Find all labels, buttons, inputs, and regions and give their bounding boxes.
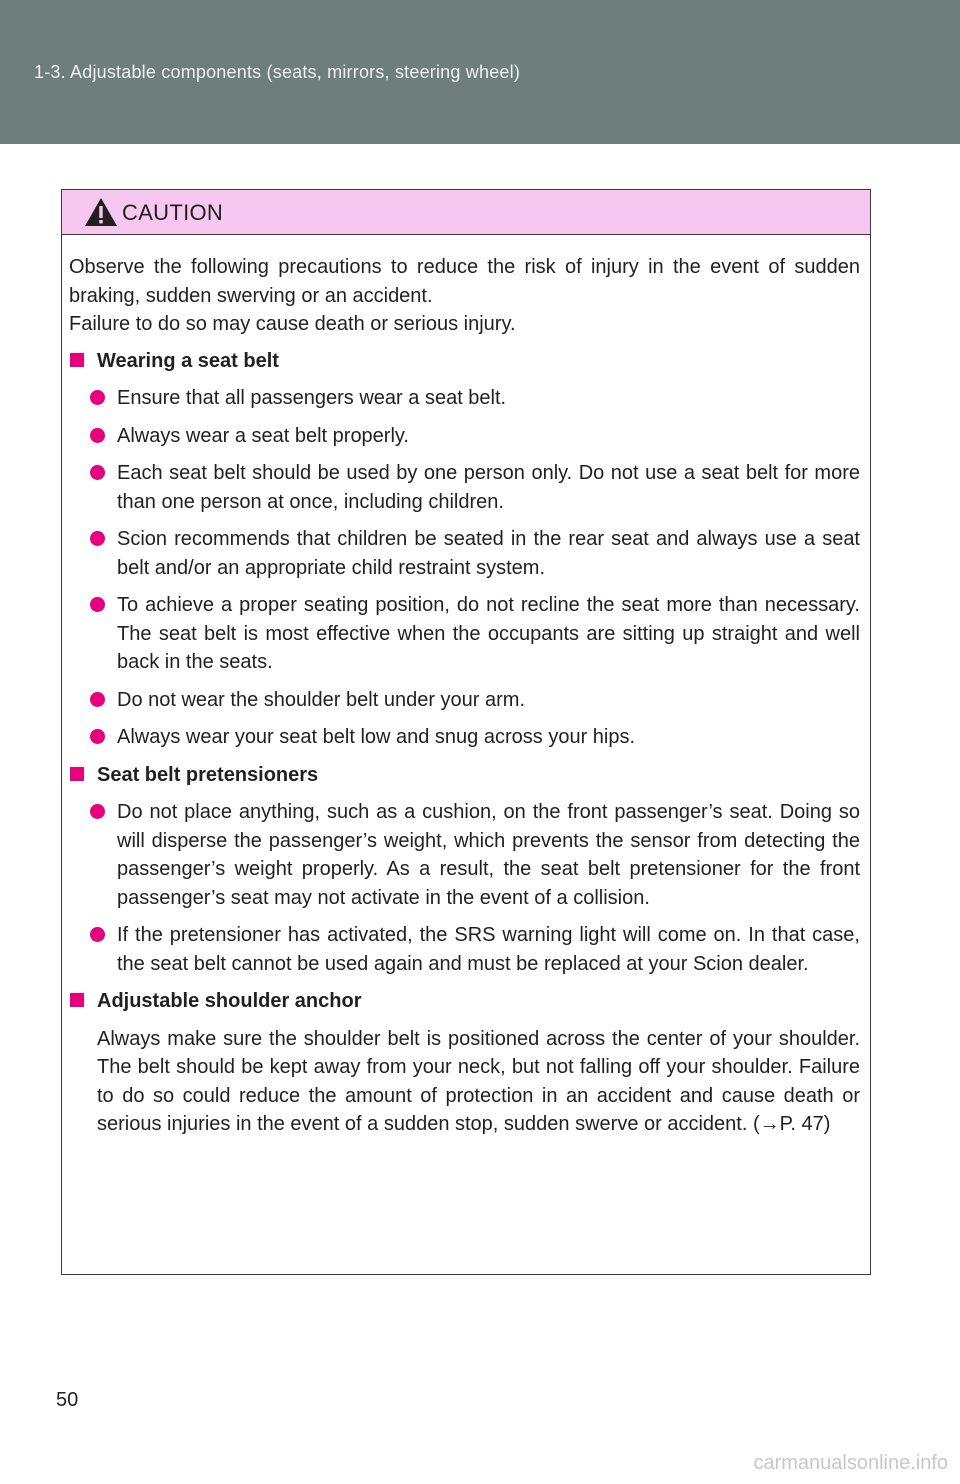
caution-label: CAUTION — [122, 200, 224, 225]
list-item — [69, 686, 860, 715]
circle-bullet-icon — [90, 927, 105, 942]
square-bullet-icon — [70, 767, 84, 781]
section-heading — [69, 761, 860, 790]
page-number: 50 — [56, 1389, 79, 1411]
circle-bullet-icon — [90, 531, 105, 546]
circle-bullet-icon — [90, 729, 105, 744]
list-item — [69, 921, 860, 978]
watermark: carmanualsonline.info — [753, 1452, 948, 1474]
intro-line: Observe the following precautions to reduce the risk of injury in the event of sudden braking, sudden swerving or an accident. — [69, 256, 860, 307]
circle-bullet-icon — [90, 390, 105, 405]
warning-triangle-icon — [84, 197, 118, 227]
list-item-text: Do not place anything, such as a cushion, on the front passenger’s seat. Doing so will disperse the passenger’s weight, which prevents the sensor from detecting the passenger’s weight properly. As a result, the seat belt pretensioner for the front passenger’s seat may not activate in the event of a collision. — [117, 801, 860, 909]
list-item-text: Always wear a seat belt properly. — [117, 424, 409, 447]
list-item-text: Always wear your seat belt low and snug across your hips. — [117, 726, 636, 748]
circle-bullet-icon — [90, 465, 105, 480]
list-item — [69, 525, 860, 582]
list-item — [69, 591, 860, 677]
caution-header — [62, 190, 870, 235]
list-item — [69, 384, 860, 413]
section-title: 1-3. Adjustable components (seats, mirrors, steering wheel) — [34, 62, 521, 82]
list-item — [69, 798, 860, 912]
section-heading — [69, 347, 860, 376]
circle-bullet-icon — [90, 597, 105, 612]
circle-bullet-icon — [90, 692, 105, 707]
section-heading-text: Wearing a seat belt — [97, 349, 279, 372]
section-heading-text: Adjustable shoulder anchor — [97, 990, 362, 1012]
section-heading — [69, 987, 860, 1016]
header-band — [0, 0, 960, 144]
list-item — [69, 459, 860, 516]
intro-line: Failure to do so may cause death or serious injury. — [69, 313, 516, 335]
square-bullet-icon — [70, 993, 84, 1007]
list-item-text: Scion recommends that children be seated in the rear seat and always use a seat belt and/or an appropriate child restraint system. — [117, 528, 860, 579]
list-item-text: To achieve a proper seating position, do not recline the seat more than necessary. The seat belt is most effective when the occupants are sitting up straight and well back in the seats. — [117, 594, 860, 673]
list-item-text: If the pretensioner has activated, the SRS warning light will come on. In that case, the seat belt cannot be used again and must be replaced at your Scion dealer. — [117, 924, 860, 975]
list-item — [69, 723, 860, 752]
circle-bullet-icon — [90, 804, 105, 819]
square-bullet-icon — [70, 353, 84, 367]
list-item-text: Ensure that all passengers wear a seat belt. — [117, 387, 507, 409]
circle-bullet-icon — [90, 428, 105, 443]
list-item — [69, 422, 860, 451]
caution-box — [61, 189, 871, 1275]
caution-body — [62, 235, 870, 1139]
list-item-text: Do not wear the shoulder belt under your arm. — [117, 688, 525, 711]
list-item-text: Each seat belt should be used by one person only. Do not use a seat belt for more than one person at once, including children. — [117, 462, 860, 513]
intro-paragraph — [69, 253, 860, 339]
section-heading-text: Seat belt pretensioners — [97, 763, 319, 786]
section-paragraph: Always make sure the shoulder belt is positioned across the center of your shoulder. The belt should be kept away from your neck, but not falling off your shoulder. Failure to do so could reduce the amount of protection in an accident and cause death or serious injuries in the event of a sudden stop, sudden swerve or accident. (→P. 47) — [97, 1027, 860, 1135]
